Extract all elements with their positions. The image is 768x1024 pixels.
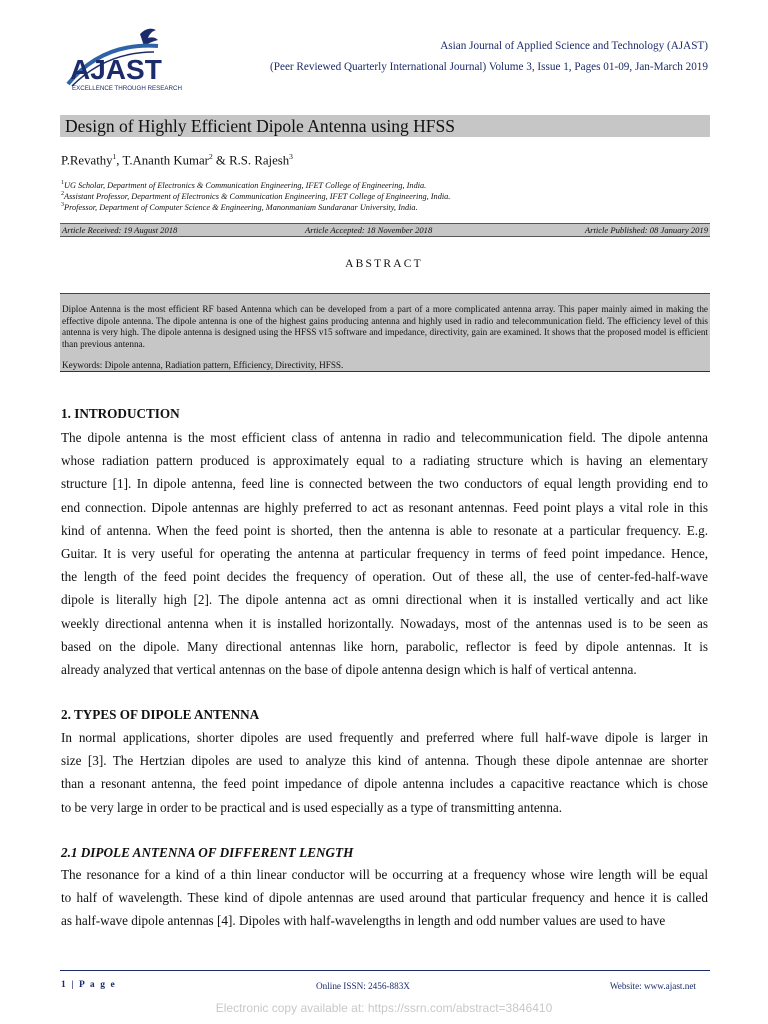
ajast-logo [62, 24, 188, 96]
paragraph-line: as half-wave dipole antennas [4]. Dipoles with half-wavelengths in length and odd number values are used to have [61, 913, 666, 929]
author-name: R.S. Rajesh [229, 153, 290, 168]
page-number-value: 1 [61, 980, 68, 990]
paragraph-line: kind of antenna. When the feed point is shorted, then the antenna is able to resonate at a particular frequency. E.g. [61, 522, 708, 538]
dates-bar [60, 223, 710, 237]
svg-text:EXCELLENCE THROUGH RESEARCH: EXCELLENCE THROUGH RESEARCH [72, 85, 182, 92]
date-accepted: Article Accepted: 18 November 2018 [305, 225, 433, 235]
journal-name: Asian Journal of Applied Science and Technology (AJAST) [440, 40, 708, 52]
paper-title: Design of Highly Efficient Dipole Antenna using HFSS [65, 116, 455, 136]
affiliation [61, 202, 418, 212]
keywords: Keywords: Dipole antenna, Radiation pattern, Efficiency, Directivity, HFSS. [62, 360, 344, 370]
abstract-text: Diploe Antenna is the most efficient RF based Antenna which can be developed from a part of a more complicated antenna array. This paper mainly aimed in making the effective dipole antenna. The dipole antenna is one of the highest gains producing antenna and highly used in radio and telecommunication field. The efficiency level of this antenna is very high. The dipole antenna is designed using the HFSS v15 software and impedance, directivity, gain are examined. It shows that the proposed model is efficient than previous antenna. [62, 304, 708, 349]
paragraph-line: In normal applications, shorter dipoles are used frequently and preferred where full half-wave dipole is larger in [61, 730, 708, 745]
journal-info: (Peer Reviewed Quarterly International Journal) Volume 3, Issue 1, Pages 01-09, Jan-March 2019 [270, 61, 708, 73]
paragraph-line: to be very large in order to be practical and is used especially as a type of transmitting antenna. [61, 799, 563, 815]
paragraph-line: structure [1]. In dipole antenna, feed line is connected between the two conductors of equal length providing end to [61, 476, 708, 492]
section-heading-introduction: 1. INTRODUCTION [61, 406, 180, 421]
paragraph-line: size [3]. The Hertzian dipoles are used to analyze this kind of antenna. Though these dipole antennae are shorter [61, 753, 708, 769]
paragraph-line: The dipole antenna is the most efficient class of antenna in radio and telecommunication field. The dipole antenna [61, 430, 708, 445]
paragraph-line: to half of wavelength. These kind of dipole antennas are used around that particular frequency and hence it is called [61, 890, 708, 906]
affiliation-text: Professor, Department of Computer Science & Engineering, Manonmaniam Sundaranar University, India. [64, 202, 418, 212]
paragraph-line: dipole is literally high [2]. The dipole antenna act as omni directional when it is installed vertically and act like [61, 592, 708, 608]
author-mark: 2 [208, 152, 213, 161]
svg-text:AJAST: AJAST [70, 54, 162, 85]
paragraph-line: Guitar. It is very useful for operating the antenna at particular frequency in terms of feed point impedance. Hence, [61, 545, 708, 561]
section-paragraph [61, 426, 708, 681]
paragraph-line: The resonance for a kind of a thin linear conductor will be occurring at a frequency whose wire length will be equal [61, 867, 708, 882]
page-number [61, 980, 116, 990]
section-heading-types: 2. TYPES OF DIPOLE ANTENNA [61, 707, 260, 722]
paragraph-line: than a resonant antenna, the feed point impedance of dipole antenna includes a capacitive reactance which is chose [61, 776, 708, 792]
paragraph-line: end connection. Dipole antennas are highly preferred to act as resonant antennas. Feed point plays a vital role in this [61, 499, 708, 515]
author-list [61, 152, 293, 168]
section-heading-length: 2.1 DIPOLE ANTENNA OF DIFFERENT LENGTH [61, 845, 354, 860]
author-separator: & [212, 153, 230, 168]
date-published: Article Published: 08 January 2019 [584, 225, 708, 235]
affiliation-mark: 1 [61, 180, 64, 186]
section-paragraph [61, 863, 708, 933]
affiliation-text: UG Scholar, Department of Electronics & Communication Engineering, IFET College of Engineering, India. [64, 180, 427, 190]
paragraph-line: whose radiation pattern produced is approximately equal to a radiating structure which is having an elementary [61, 453, 708, 469]
section-paragraph [61, 726, 708, 819]
affiliation [61, 180, 426, 190]
abstract-heading: ABSTRACT [345, 258, 423, 270]
date-received: Article Received: 19 August 2018 [62, 225, 178, 235]
affiliation-text: Assistant Professor, Department of Electronics & Communication Engineering, IFET College of Engineering, India. [64, 191, 451, 201]
affiliation-mark: 2 [61, 191, 64, 197]
abstract-box [60, 293, 710, 372]
issn: Online ISSN: 2456-883X [316, 981, 410, 991]
paragraph-line: the length of the feed point decides the frequency of operation. Out of these all, the use of center-fed-half-wave [61, 569, 708, 585]
author-mark: 1 [112, 152, 117, 161]
author-mark: 3 [289, 152, 293, 161]
website-link[interactable]: Website: www.ajast.net [609, 981, 696, 991]
paragraph-line: already analyzed that vertical antennas on the base of dipole antenna design which is half of vertical antenna. [61, 661, 637, 677]
author-name: T.Ananth Kumar [122, 153, 209, 168]
page-label: | P a g e [71, 980, 117, 990]
author-separator: , [116, 153, 123, 168]
footer-rule [60, 970, 710, 971]
affiliation-mark: 3 [61, 202, 64, 208]
title-bar [60, 115, 710, 137]
author-name: P.Revathy [61, 153, 113, 168]
affiliation [61, 191, 450, 201]
paragraph-line: based on the dipole. Many directional antennas like horn, parabolic, reflector is feed by dipole antennas. It is [61, 638, 708, 654]
ssrn-notice: Electronic copy available at: https://ssrn.com/abstract=3846410 [215, 1001, 553, 1015]
paragraph-line: weekly directional antenna when it is installed horizontally. Nowadays, most of the antennas used is to be seen as [61, 615, 708, 631]
